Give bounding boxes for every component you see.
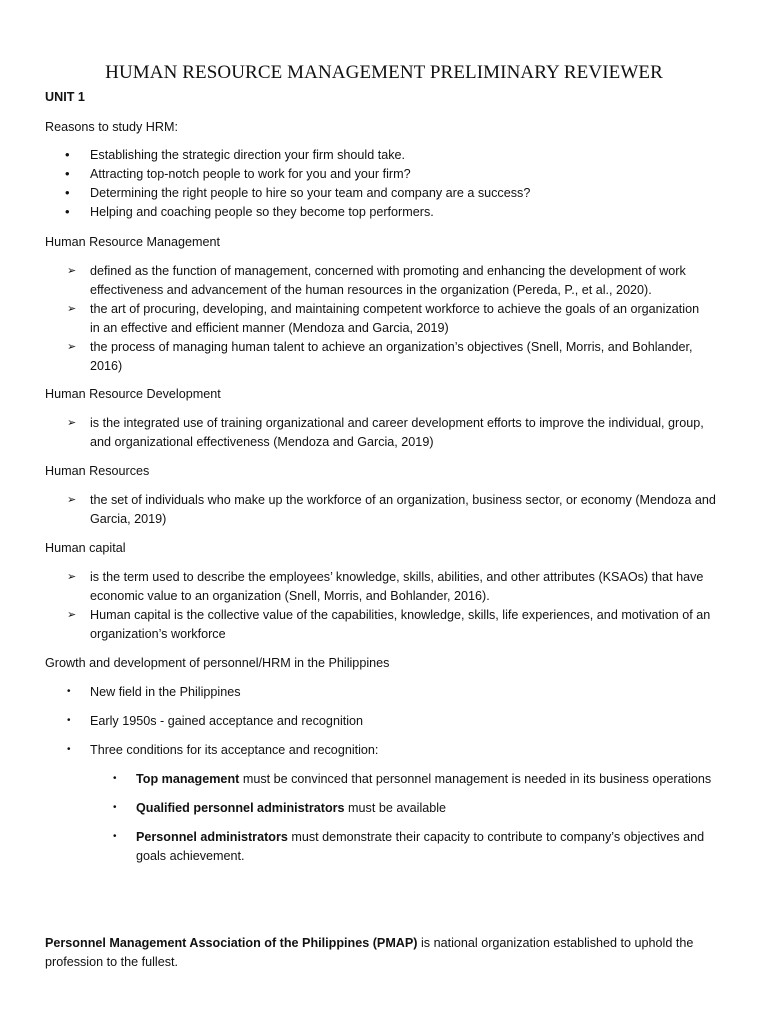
arrow-bullet-icon: ➢	[67, 571, 77, 583]
arrow-bullet-icon: ➢	[67, 417, 77, 429]
arrow-bullet-icon: ➢	[67, 265, 77, 277]
list-item: Helping and coaching people so they become top performers.	[90, 205, 434, 219]
condition-item	[136, 828, 704, 846]
pmap-bold: Personnel Management Association of the Philippines (PMAP)	[45, 936, 418, 950]
condition-continuation: goals achievement.	[136, 849, 245, 863]
list-item: Attracting top-notch people to work for you and your firm?	[90, 167, 411, 181]
list-item: the art of procuring, developing, and maintaining competent workforce to achieve the goals of an organization	[90, 302, 700, 316]
condition-text: must be convinced that personnel management is needed in its business operations	[239, 772, 712, 786]
list-item: Human capital is the collective value of the capabilities, knowledge, skills, life experiences, and motivation of an	[90, 608, 711, 622]
pmap-continuation: profession to the fullest.	[45, 955, 179, 969]
pmap-text: is national organization established to uphold the	[417, 936, 694, 950]
list-item: defined as the function of management, concerned with promoting and enhancing the development of work	[90, 264, 686, 278]
bullet-icon: •	[67, 715, 71, 726]
reasons-heading: Reasons to study HRM:	[45, 120, 178, 134]
arrow-bullet-icon: ➢	[67, 341, 77, 353]
hrd-heading: Human Resource Development	[45, 387, 221, 401]
condition-item	[136, 770, 711, 788]
list-item-continuation: 2016)	[90, 359, 123, 373]
bullet-icon: •	[67, 744, 71, 755]
list-item-continuation: and organizational effectiveness (Mendoza and Garcia, 2019)	[90, 435, 434, 449]
bullet-icon: •	[113, 831, 117, 842]
condition-item	[136, 799, 446, 817]
bullet-icon: •	[67, 686, 71, 697]
condition-bold: Qualified personnel administrators	[136, 801, 345, 815]
list-item-continuation: organization’s workforce	[90, 627, 226, 641]
list-item: Determining the right people to hire so your team and company are a success?	[90, 186, 531, 200]
document-title: HUMAN RESOURCE MANAGEMENT PRELIMINARY REVIEWER	[105, 62, 663, 83]
condition-bold: Top management	[136, 772, 240, 786]
arrow-bullet-icon: ➢	[67, 303, 77, 315]
hrm-heading: Human Resource Management	[45, 235, 221, 249]
arrow-bullet-icon: ➢	[67, 494, 77, 506]
list-item: is the integrated use of training organizational and career development efforts to improve the individual, group,	[90, 416, 704, 430]
list-item: the set of individuals who make up the workforce of an organization, business sector, or economy (Mendoza and	[90, 493, 716, 507]
bullet-icon: •	[65, 166, 70, 181]
list-item: Early 1950s - gained acceptance and recognition	[90, 714, 364, 728]
list-item: Establishing the strategic direction your firm should take.	[90, 148, 405, 162]
pmap-paragraph	[45, 934, 693, 952]
bullet-icon: •	[113, 802, 117, 813]
unit-heading: UNIT 1	[45, 90, 85, 104]
hr-heading: Human Resources	[45, 464, 150, 478]
condition-text: must demonstrate their capacity to contribute to company’s objectives and	[287, 830, 705, 844]
growth-heading: Growth and development of personnel/HRM in the Philippines	[45, 656, 390, 670]
list-item-continuation: economic value to an organization (Snell, Morris, and Bohlander, 2016).	[90, 589, 490, 603]
bullet-icon: •	[65, 204, 70, 219]
bullet-icon: •	[65, 147, 70, 162]
list-item-continuation: Garcia, 2019)	[90, 512, 167, 526]
condition-bold: Personnel administrators	[136, 830, 288, 844]
hc-heading: Human capital	[45, 541, 126, 555]
list-item: is the term used to describe the employees’ knowledge, skills, abilities, and other attributes (KSAOs) that have	[90, 570, 704, 584]
list-item-continuation: effectiveness and advancement of the human resources in the organization (Pereda, P., et al., 2020).	[90, 283, 652, 297]
list-item-continuation: in an effective and efficient manner (Mendoza and Garcia, 2019)	[90, 321, 449, 335]
arrow-bullet-icon: ➢	[67, 609, 77, 621]
bullet-icon: •	[113, 773, 117, 784]
list-item: Three conditions for its acceptance and recognition:	[90, 743, 379, 757]
list-item: the process of managing human talent to achieve an organization’s objectives (Snell, Morris, and Bohlander,	[90, 340, 693, 354]
condition-text: must be available	[344, 801, 447, 815]
bullet-icon: •	[65, 185, 70, 200]
list-item: New field in the Philippines	[90, 685, 241, 699]
